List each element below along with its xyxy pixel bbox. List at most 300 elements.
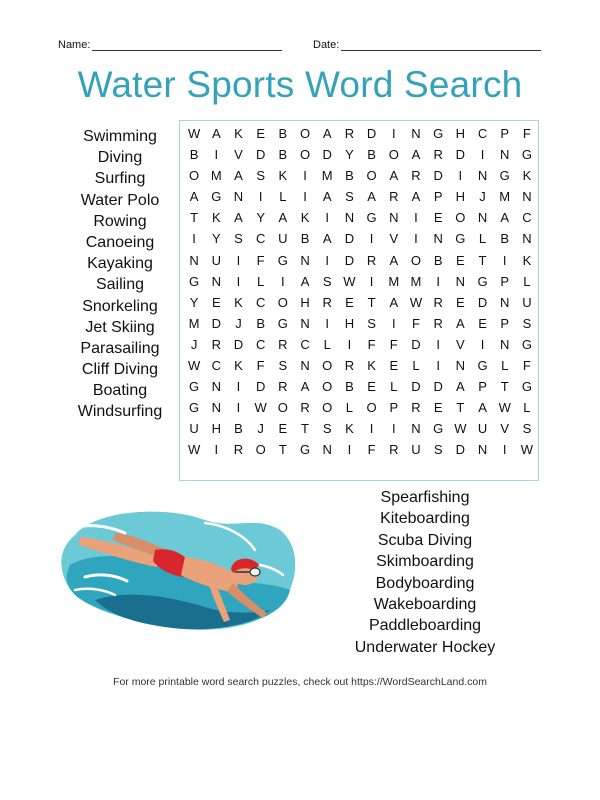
grid-cell[interactable]: L xyxy=(523,400,531,416)
word-list-item: Jet Skiing xyxy=(85,318,155,336)
grid-cell[interactable]: P xyxy=(500,315,510,331)
grid-cell[interactable]: C xyxy=(255,294,266,310)
grid-cell[interactable]: A xyxy=(411,147,421,163)
grid-cell[interactable]: N xyxy=(211,400,221,416)
grid-cell[interactable]: A xyxy=(322,189,332,205)
word-list-item: Paddleboarding xyxy=(368,617,482,635)
grid-cell[interactable]: E xyxy=(389,358,399,374)
grid-cell[interactable]: J xyxy=(190,336,198,352)
grid-cell[interactable]: D xyxy=(477,294,488,310)
grid-cell[interactable]: A xyxy=(367,189,376,205)
word-list-item: Skimboarding xyxy=(376,553,474,571)
grid-cell[interactable]: T xyxy=(367,294,376,310)
grid-cell[interactable]: W xyxy=(187,442,201,458)
grid-cell[interactable]: F xyxy=(367,442,376,458)
grid-cell[interactable]: F xyxy=(367,336,376,352)
grid-cell[interactable]: L xyxy=(323,336,331,352)
grid-cell[interactable]: G xyxy=(455,231,466,247)
grid-cell[interactable]: S xyxy=(522,315,532,331)
grid-cell[interactable]: L xyxy=(412,358,420,374)
grid-cell[interactable]: R xyxy=(211,336,221,352)
grid-cell[interactable]: U xyxy=(211,252,221,268)
word-list-item: Kiteboarding xyxy=(380,510,470,528)
word-list-item: Snorkeling xyxy=(82,297,158,315)
grid-cell[interactable]: A xyxy=(411,189,421,205)
grid-cell[interactable]: N xyxy=(233,189,244,205)
grid-cell[interactable]: O xyxy=(322,358,333,374)
grid-cell[interactable]: S xyxy=(367,315,376,331)
grid-cell[interactable]: K xyxy=(522,252,532,268)
grid-cell[interactable]: E xyxy=(433,400,443,416)
date-line[interactable] xyxy=(341,38,541,51)
grid-cell[interactable]: K xyxy=(345,421,354,437)
grid-cell[interactable]: C xyxy=(255,231,266,247)
grid-cell[interactable]: B xyxy=(500,231,510,247)
grid-row xyxy=(183,292,538,313)
grid-cell[interactable]: N xyxy=(211,379,221,395)
grid-cell[interactable]: R xyxy=(411,400,421,416)
footer-text: For more printable word search puzzles, check out https://WordSearchLand.com xyxy=(113,676,487,688)
grid-row xyxy=(183,123,538,144)
grid-cell[interactable]: G xyxy=(433,421,444,437)
grid-cell[interactable]: R xyxy=(344,126,355,141)
grid-cell[interactable]: W xyxy=(454,421,467,437)
grid-cell[interactable]: G xyxy=(499,168,510,184)
grid-cell[interactable]: E xyxy=(478,315,487,331)
word-list-item: Parasailing xyxy=(80,339,160,357)
grid-row xyxy=(183,250,538,271)
grid-cell[interactable]: D xyxy=(211,315,221,331)
grid-cell[interactable]: O xyxy=(366,400,377,416)
grid-cell[interactable]: N xyxy=(389,210,399,226)
grid-cell[interactable]: I xyxy=(414,231,418,247)
grid-cell[interactable]: G xyxy=(521,336,532,352)
grid-cell[interactable]: P xyxy=(433,189,443,205)
grid-cell[interactable]: D xyxy=(455,442,466,458)
grid-cell[interactable]: F xyxy=(256,252,265,268)
grid-cell[interactable]: O xyxy=(322,379,333,395)
word-list-item: Underwater Hockey xyxy=(354,638,496,656)
grid-cell[interactable]: U xyxy=(411,442,421,458)
grid-row xyxy=(183,228,538,249)
grid-cell[interactable]: D xyxy=(433,379,443,395)
grid-cell[interactable]: V xyxy=(500,421,510,437)
grid-cell[interactable]: A xyxy=(456,379,465,395)
grid-cell[interactable]: I xyxy=(436,358,440,374)
grid-cell[interactable]: I xyxy=(347,442,352,458)
grid-row xyxy=(183,144,538,165)
grid-cell[interactable]: T xyxy=(456,400,465,416)
grid-cell[interactable]: V xyxy=(456,336,465,352)
grid-cell[interactable]: I xyxy=(236,379,241,395)
grid-cell[interactable]: P xyxy=(389,400,399,416)
grid-cell[interactable]: T xyxy=(478,252,487,268)
grid-cell[interactable]: S xyxy=(234,231,243,247)
grid-cell[interactable]: K xyxy=(522,168,532,184)
grid-cell[interactable]: F xyxy=(522,358,531,374)
grid-cell[interactable]: N xyxy=(189,252,199,268)
grid-cell[interactable]: A xyxy=(478,400,487,416)
grid-cell[interactable]: T xyxy=(500,379,509,395)
grid-cell[interactable]: N xyxy=(500,294,510,310)
grid-cell[interactable]: O xyxy=(322,400,333,416)
grid-cell[interactable]: K xyxy=(234,358,243,374)
grid-cell[interactable]: N xyxy=(300,358,310,374)
grid-cell[interactable]: I xyxy=(325,315,330,331)
grid-cell[interactable]: E xyxy=(278,421,288,437)
grid-row xyxy=(183,376,538,397)
grid-cell[interactable]: G xyxy=(277,252,288,268)
grid-cell[interactable]: B xyxy=(345,379,354,395)
grid-cell[interactable]: T xyxy=(190,210,199,226)
grid-cell[interactable]: J xyxy=(479,189,486,205)
swimmer-illustration xyxy=(55,495,305,640)
grid-cell[interactable]: B xyxy=(433,252,443,268)
grid-cell[interactable]: A xyxy=(389,294,399,310)
word-list-item: Swimming xyxy=(83,128,157,145)
word-list-item: Bodyboarding xyxy=(375,574,475,592)
grid-cell[interactable]: R xyxy=(233,442,244,458)
grid-cell[interactable]: V xyxy=(234,147,243,163)
grid-cell[interactable]: M xyxy=(210,168,222,184)
word-list-item: Surfing xyxy=(94,170,146,188)
grid-cell[interactable]: D xyxy=(411,336,421,352)
grid-cell[interactable]: W xyxy=(520,442,534,458)
grid-cell[interactable]: M xyxy=(321,168,333,184)
word-list-item: Cliff Diving xyxy=(81,361,159,379)
grid-cell[interactable]: H xyxy=(344,315,355,331)
grid-cell[interactable]: R xyxy=(433,315,443,331)
grid-cell[interactable]: K xyxy=(234,294,243,310)
grid-cell[interactable]: Y xyxy=(345,147,354,163)
grid-cell[interactable]: W xyxy=(254,400,267,416)
grid-cell[interactable]: M xyxy=(499,189,511,205)
grid-cell[interactable]: M xyxy=(388,273,400,289)
grid-cell[interactable]: O xyxy=(366,168,377,184)
grid-cell[interactable]: I xyxy=(391,315,396,331)
grid-cell[interactable]: E xyxy=(456,294,465,310)
grid-cell[interactable]: V xyxy=(389,231,399,247)
grid-cell[interactable]: A xyxy=(322,126,332,141)
grid-cell[interactable]: I xyxy=(391,421,396,437)
grid-cell[interactable]: I xyxy=(369,231,374,247)
grid-cell[interactable]: A xyxy=(500,210,510,226)
grid-cell[interactable]: I xyxy=(303,168,307,184)
grid-cell[interactable]: N xyxy=(522,231,532,247)
grid-cell[interactable]: O xyxy=(299,147,311,163)
grid-cell[interactable]: F xyxy=(256,358,265,374)
grid-cell[interactable]: I xyxy=(502,252,507,268)
grid-row xyxy=(183,355,538,376)
grid-cell[interactable]: I xyxy=(391,126,396,141)
grid-cell[interactable]: B xyxy=(278,126,288,141)
grid-row xyxy=(183,313,538,334)
grid-row xyxy=(183,334,538,355)
grid-cell[interactable]: I xyxy=(236,252,241,268)
grid-cell[interactable]: G xyxy=(189,379,200,395)
grid-cell[interactable]: L xyxy=(478,231,487,247)
grid-cell[interactable]: N xyxy=(477,210,488,226)
grid-cell[interactable]: O xyxy=(277,400,288,416)
grid-cell[interactable]: A xyxy=(322,231,332,247)
grid-row xyxy=(183,207,538,228)
grid-cell[interactable]: R xyxy=(278,379,288,395)
name-line[interactable] xyxy=(92,38,282,51)
grid-cell[interactable]: S xyxy=(433,442,443,458)
grid-cell[interactable]: H xyxy=(455,189,466,205)
grid-cell[interactable]: M xyxy=(410,273,422,289)
grid-cell[interactable]: I xyxy=(214,442,219,458)
grid-cell[interactable]: I xyxy=(303,189,307,205)
grid-cell[interactable]: D xyxy=(344,231,355,247)
grid-cell[interactable]: L xyxy=(257,273,265,289)
grid-cell[interactable]: B xyxy=(300,231,310,247)
grid-cell[interactable]: F xyxy=(411,315,420,331)
date-label: Date: xyxy=(313,39,340,51)
page-title: Water Sports Word Search xyxy=(77,64,523,105)
grid-cell[interactable]: R xyxy=(300,400,310,416)
swimmer-icon xyxy=(55,495,305,640)
grid-cell[interactable]: N xyxy=(455,273,466,289)
grid-cell[interactable]: G xyxy=(521,379,532,395)
grid-cell[interactable]: F xyxy=(389,336,398,352)
grid-cell[interactable]: D xyxy=(344,252,355,268)
grid-cell[interactable]: O xyxy=(299,126,311,141)
grid-cell[interactable]: G xyxy=(521,147,532,163)
grid-cell[interactable]: G xyxy=(477,358,488,374)
grid-cell[interactable]: D xyxy=(411,379,421,395)
grid-cell[interactable]: P xyxy=(500,126,510,141)
grid-cell[interactable]: U xyxy=(522,294,532,310)
grid-cell[interactable]: G xyxy=(477,273,488,289)
grid-cell[interactable]: R xyxy=(322,294,332,310)
grid-cell[interactable]: O xyxy=(388,147,399,163)
grid-cell[interactable]: P xyxy=(500,273,510,289)
grid-cell[interactable]: A xyxy=(389,252,399,268)
grid-cell[interactable]: B xyxy=(278,147,288,163)
grid-cell[interactable]: N xyxy=(477,168,488,184)
grid-cell[interactable]: I xyxy=(236,273,241,289)
grid-cell[interactable]: E xyxy=(345,294,354,310)
grid-cell[interactable]: P xyxy=(478,379,487,395)
grid-cell[interactable]: N xyxy=(300,315,310,331)
grid-cell[interactable]: H xyxy=(300,294,310,310)
grid-cell[interactable]: G xyxy=(211,189,222,205)
grid-cell[interactable]: I xyxy=(325,252,330,268)
grid-cell[interactable]: S xyxy=(345,189,354,205)
grid-cell[interactable]: H xyxy=(455,126,466,141)
grid-cell[interactable]: M xyxy=(188,315,200,331)
grid-cell[interactable]: G xyxy=(433,126,444,141)
grid-cell[interactable]: O xyxy=(410,252,422,268)
grid-cell[interactable]: I xyxy=(347,336,352,352)
grid-cell[interactable]: B xyxy=(189,147,199,163)
grid-cell[interactable]: U xyxy=(189,421,199,437)
grid-cell[interactable]: A xyxy=(300,273,310,289)
grid-cell[interactable]: S xyxy=(322,421,332,437)
grid-cell[interactable]: I xyxy=(414,210,418,226)
grid-cell[interactable]: I xyxy=(281,273,285,289)
grid-cell[interactable]: H xyxy=(211,421,221,437)
grid-cell[interactable]: O xyxy=(455,210,466,226)
grid-cell[interactable]: C xyxy=(477,126,488,141)
word-list-item: Spearfishing xyxy=(380,489,470,506)
grid-cell[interactable]: Y xyxy=(211,231,221,247)
grid-cell[interactable]: E xyxy=(256,126,265,141)
grid-cell[interactable]: U xyxy=(477,421,488,437)
grid-cell[interactable]: A xyxy=(234,168,243,184)
grid-cell[interactable]: R xyxy=(411,168,421,184)
name-field[interactable] xyxy=(58,38,282,51)
grid-cell[interactable]: N xyxy=(433,231,443,247)
grid-cell[interactable]: K xyxy=(300,210,310,226)
grid-cell[interactable]: C xyxy=(211,358,221,374)
grid-cell[interactable]: I xyxy=(369,421,374,437)
grid-cell[interactable]: I xyxy=(214,147,219,163)
grid-cell[interactable]: E xyxy=(456,252,465,268)
grid-cell[interactable]: I xyxy=(480,147,485,163)
grid-cell[interactable]: I xyxy=(436,273,440,289)
grid-cell[interactable]: I xyxy=(369,273,374,289)
word-list-item: Windsurfing xyxy=(77,403,163,421)
grid-cell[interactable]: G xyxy=(277,315,288,331)
grid-cell[interactable]: R xyxy=(344,358,355,374)
grid-row xyxy=(183,271,538,292)
grid-cell[interactable]: N xyxy=(477,442,488,458)
grid-cell[interactable]: D xyxy=(366,126,377,141)
grid-row xyxy=(183,397,538,418)
word-list-item: Canoeing xyxy=(85,233,155,251)
grid-cell[interactable]: U xyxy=(278,231,288,247)
grid-cell[interactable]: S xyxy=(256,168,265,184)
word-list-item: Boating xyxy=(92,382,148,400)
grid-cell[interactable]: G xyxy=(299,442,311,458)
grid-cell[interactable]: C xyxy=(300,336,310,352)
grid-cell[interactable]: W xyxy=(343,273,356,289)
grid-cell[interactable]: D xyxy=(455,147,466,163)
grid-cell[interactable]: I xyxy=(436,336,440,352)
grid-cell[interactable]: A xyxy=(211,126,221,141)
grid-cell[interactable]: R xyxy=(389,442,399,458)
grid-cell[interactable]: K xyxy=(211,210,221,226)
word-search-grid xyxy=(179,120,539,481)
grid-cell[interactable]: R xyxy=(433,294,443,310)
grid-cell[interactable]: F xyxy=(522,126,531,141)
grid-cell[interactable]: D xyxy=(233,336,244,352)
grid-cell[interactable]: A xyxy=(456,315,465,331)
grid-cell[interactable]: D xyxy=(433,168,443,184)
grid-cell[interactable]: G xyxy=(189,400,200,416)
grid-cell[interactable]: A xyxy=(234,210,243,226)
grid-cell[interactable]: C xyxy=(255,336,266,352)
grid-cell[interactable]: I xyxy=(480,336,485,352)
grid-cell[interactable]: N xyxy=(411,126,421,141)
grid-cell[interactable]: K xyxy=(278,168,288,184)
date-field[interactable] xyxy=(313,38,541,51)
grid-cell[interactable]: B xyxy=(345,168,354,184)
grid-cell[interactable]: A xyxy=(389,168,399,184)
grid-cell[interactable]: W xyxy=(187,126,201,141)
grid-cell[interactable]: K xyxy=(234,126,243,141)
grid-cell[interactable]: R xyxy=(389,189,399,205)
grid-cell[interactable]: E xyxy=(433,210,443,226)
grid-cell[interactable]: G xyxy=(366,210,377,226)
grid-cell[interactable]: N xyxy=(344,210,355,226)
grid-cell[interactable]: A xyxy=(189,189,199,205)
grid-cell[interactable]: O xyxy=(277,294,288,310)
grid-cell[interactable]: Y xyxy=(256,210,265,226)
grid-cell[interactable]: T xyxy=(301,421,309,437)
grid-row xyxy=(183,186,538,207)
grid-cell[interactable]: D xyxy=(255,379,266,395)
grid-cell[interactable]: W xyxy=(498,400,511,416)
grid-cell[interactable]: L xyxy=(279,189,287,205)
word-list-item: Wakeboarding xyxy=(373,595,477,613)
grid-cell[interactable]: G xyxy=(189,273,200,289)
grid-cell[interactable]: I xyxy=(258,189,263,205)
grid-cell[interactable]: E xyxy=(211,294,221,310)
grid-cell[interactable]: C xyxy=(522,210,532,226)
grid-cell[interactable]: J xyxy=(257,421,264,437)
grid-cell[interactable]: A xyxy=(278,210,288,226)
grid-cell[interactable]: I xyxy=(192,231,196,247)
grid-cell[interactable]: W xyxy=(409,294,423,310)
grid-cell[interactable]: I xyxy=(458,168,463,184)
grid-cell[interactable]: S xyxy=(278,358,288,374)
grid-cell[interactable]: O xyxy=(255,442,266,458)
word-list-item: Water Polo xyxy=(80,191,160,209)
grid-cell[interactable]: N xyxy=(522,189,532,205)
grid-cell[interactable]: N xyxy=(500,336,510,352)
grid-cell[interactable]: Y xyxy=(189,294,199,310)
grid-cell[interactable]: D xyxy=(322,147,332,163)
grid-cell[interactable]: N xyxy=(500,147,510,163)
grid-cell[interactable]: B xyxy=(234,421,243,437)
grid-cell[interactable]: D xyxy=(255,147,266,163)
word-list-item: Rowing xyxy=(93,212,147,230)
word-list-left xyxy=(60,126,180,423)
grid-cell[interactable]: N xyxy=(455,358,466,374)
grid-cell[interactable]: N xyxy=(300,252,310,268)
grid-cell[interactable]: R xyxy=(433,147,443,163)
grid-cell[interactable]: N xyxy=(411,421,421,437)
grid-cell[interactable]: L xyxy=(501,358,509,374)
grid-cell[interactable]: N xyxy=(322,442,332,458)
grid-cell[interactable]: I xyxy=(236,400,241,416)
grid-cell[interactable]: W xyxy=(187,358,201,374)
grid-cell[interactable]: B xyxy=(367,147,376,163)
grid-cell[interactable]: B xyxy=(256,315,265,331)
grid-cell[interactable]: R xyxy=(278,336,288,352)
grid-cell[interactable]: L xyxy=(523,273,531,289)
grid-cell[interactable]: I xyxy=(502,442,507,458)
grid-cell[interactable]: K xyxy=(367,358,376,374)
grid-cell[interactable]: S xyxy=(522,421,532,437)
grid-cell[interactable]: E xyxy=(367,379,376,395)
grid-cell[interactable]: L xyxy=(390,379,398,395)
grid-cell[interactable]: A xyxy=(300,379,310,395)
grid-cell[interactable]: J xyxy=(235,315,242,331)
grid-cell[interactable]: T xyxy=(278,442,287,458)
grid-cell[interactable]: N xyxy=(211,273,221,289)
grid-cell[interactable]: S xyxy=(322,273,332,289)
grid-cell[interactable]: L xyxy=(345,400,354,416)
grid-cell[interactable]: O xyxy=(189,168,200,184)
word-list-item: Diving xyxy=(97,149,143,167)
word-list-item: Scuba Diving xyxy=(377,531,473,549)
grid-cell[interactable]: R xyxy=(366,252,377,268)
grid-cell[interactable]: I xyxy=(325,210,330,226)
